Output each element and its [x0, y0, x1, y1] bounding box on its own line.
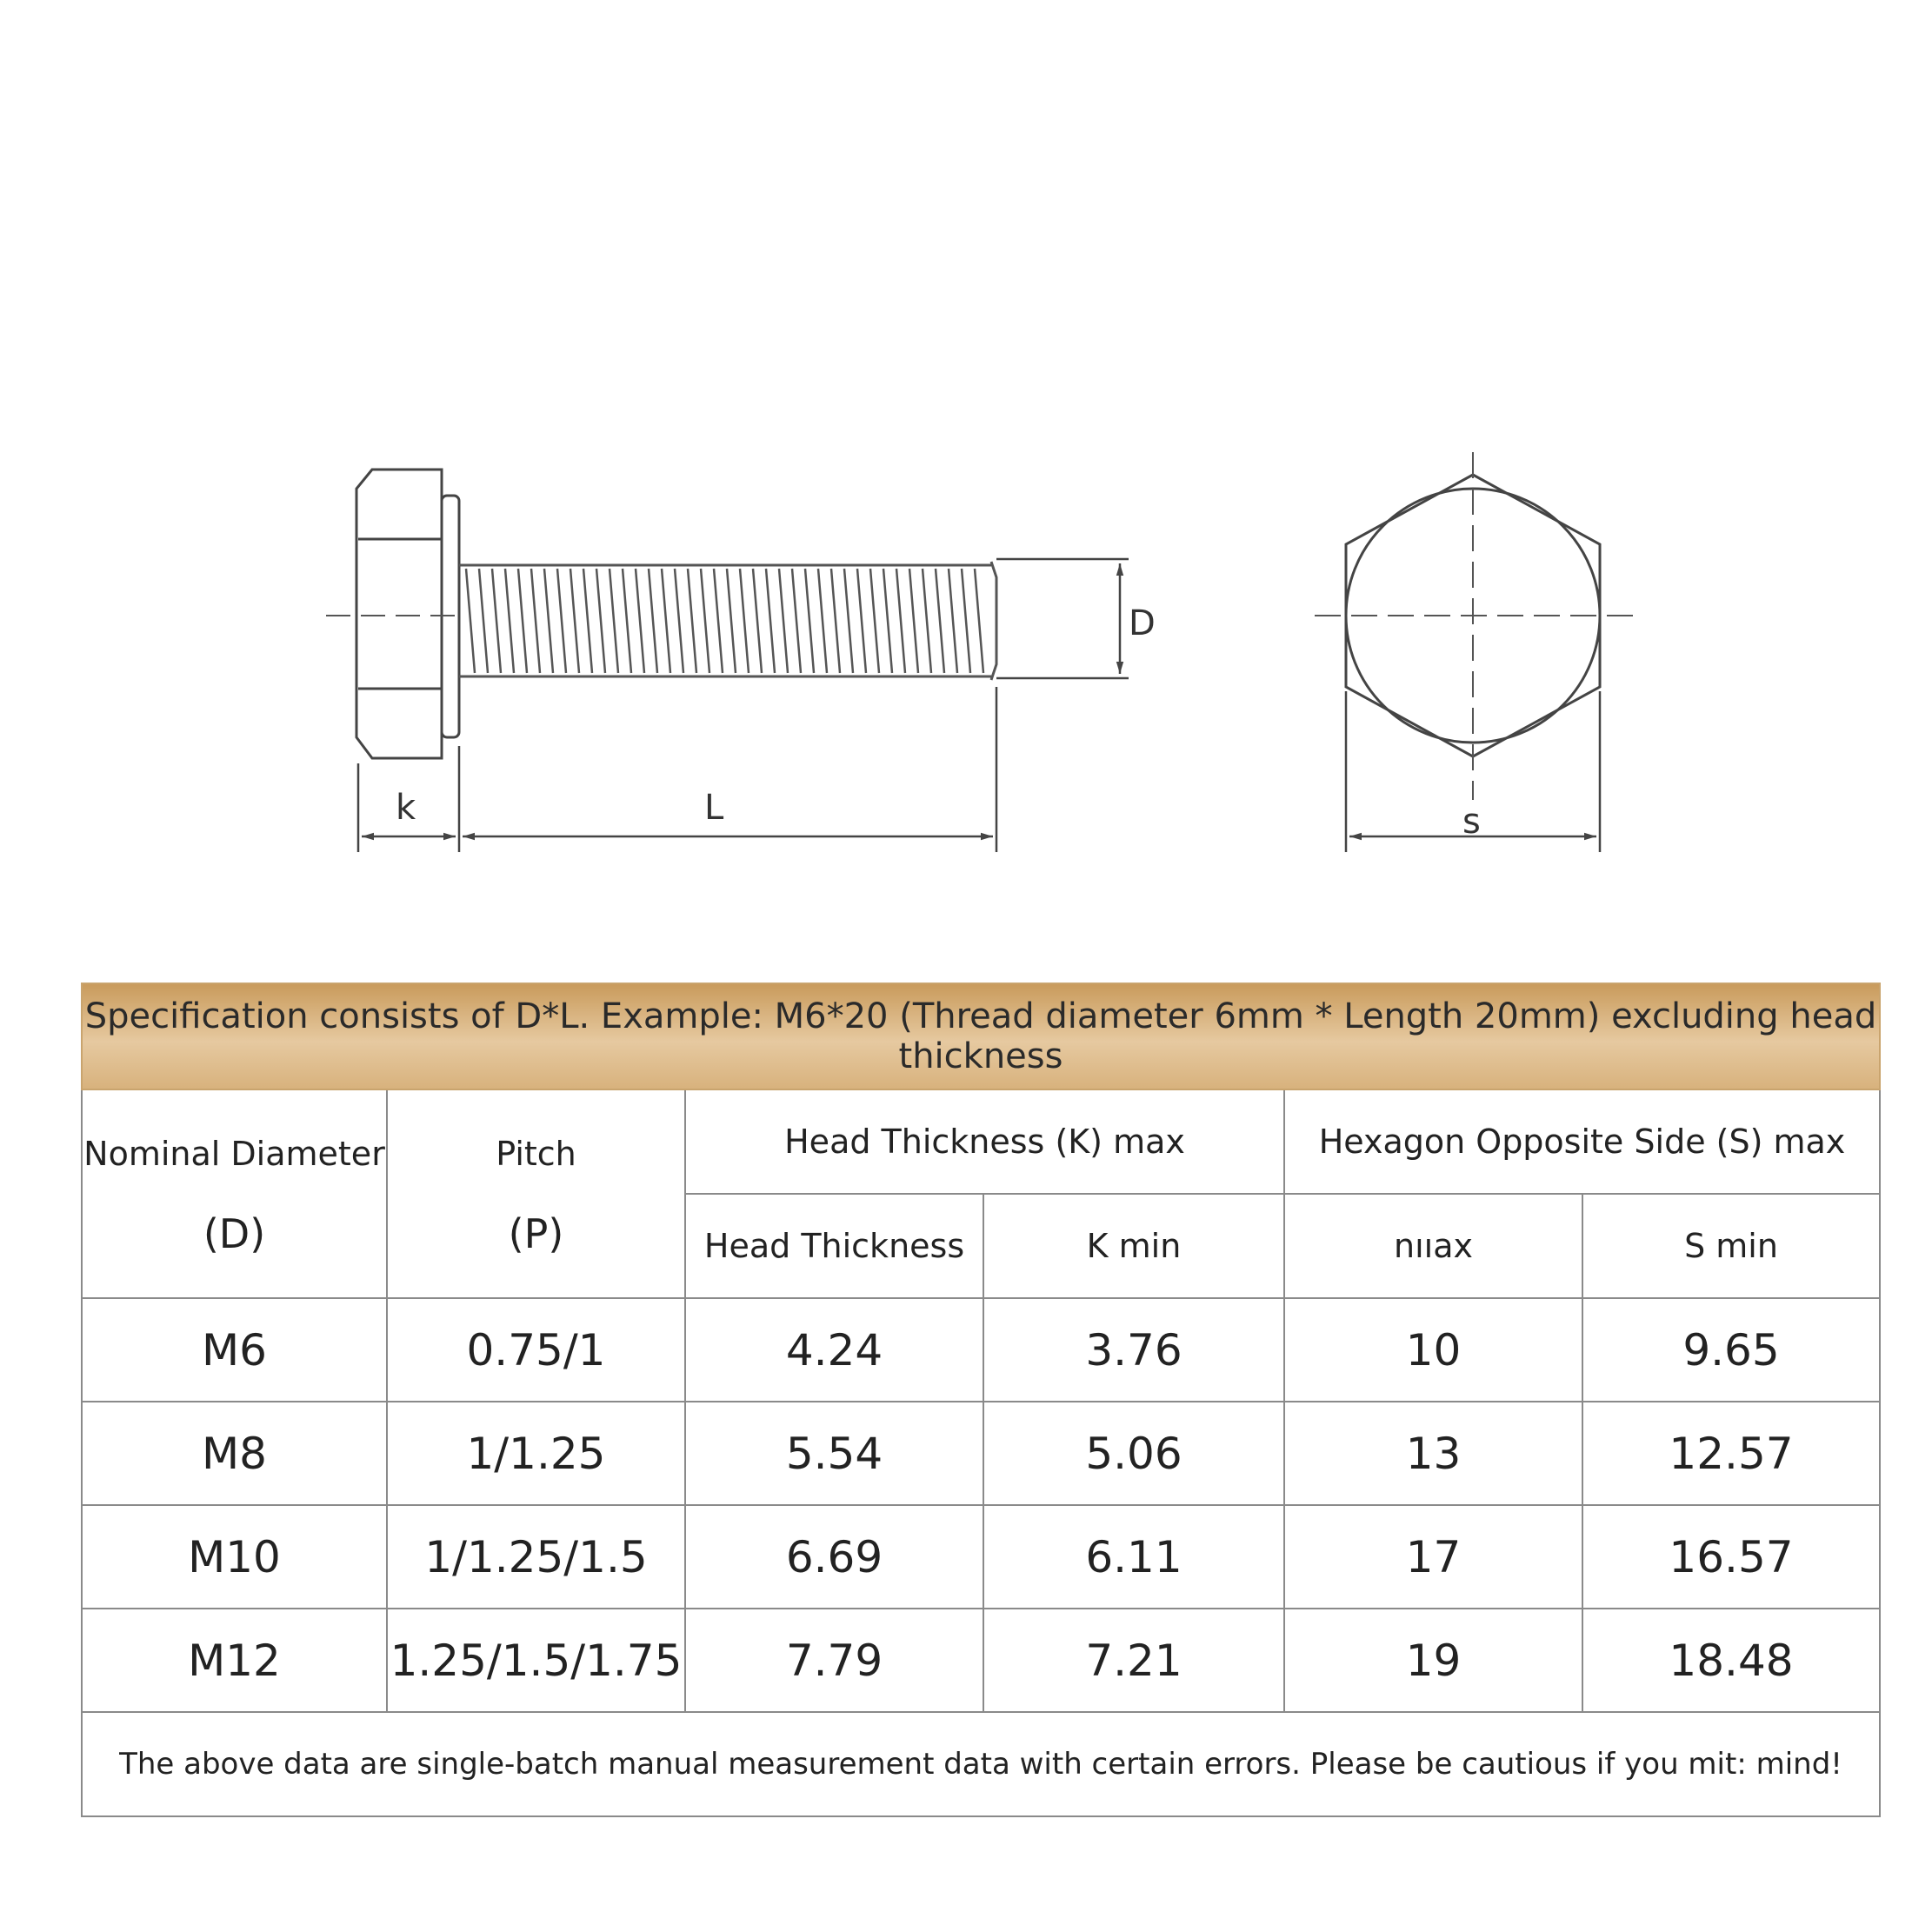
header-nominal-diameter — [82, 1089, 387, 1298]
header-head-thickness: Head Thickness — [685, 1194, 983, 1298]
cell-diameter: M6 — [82, 1298, 387, 1402]
table-row — [82, 1609, 1880, 1712]
header-k-min: K min — [983, 1194, 1284, 1298]
cell-pitch: 0.75/1 — [387, 1298, 685, 1402]
cell-s-max: 17 — [1284, 1505, 1582, 1609]
bolt-head-side-view — [356, 470, 459, 758]
cell-k-min: 6.11 — [983, 1505, 1284, 1609]
header-head-thickness-group: Head Thickness (K) max — [685, 1089, 1284, 1194]
cell-diameter: M10 — [82, 1505, 387, 1609]
table-footer-row — [82, 1712, 1880, 1816]
cell-s-max: 10 — [1284, 1298, 1582, 1402]
centre-lines-end — [1315, 452, 1633, 800]
header-s-min: S min — [1582, 1194, 1880, 1298]
cell-k-min: 7.21 — [983, 1609, 1284, 1712]
cell-s-min: 12.57 — [1582, 1402, 1880, 1505]
cell-s-min: 9.65 — [1582, 1298, 1880, 1402]
measurement-disclaimer: The above data are single-batch manual measurement data with certain errors. Please be cautious if you mit: mind! — [82, 1712, 1880, 1816]
cell-k-min: 5.06 — [983, 1402, 1284, 1505]
table-row — [82, 1505, 1880, 1609]
table-banner-row — [82, 983, 1880, 1089]
cell-pitch: 1/1.25 — [387, 1402, 685, 1505]
cell-diameter: M8 — [82, 1402, 387, 1505]
bolt-technical-drawing — [0, 0, 1932, 956]
label-d: D — [1129, 603, 1156, 643]
cell-k-min: 3.76 — [983, 1298, 1284, 1402]
table-row — [82, 1298, 1880, 1402]
label-s: s — [1462, 802, 1481, 842]
cell-s-max: 13 — [1284, 1402, 1582, 1505]
cell-k-max: 6.69 — [685, 1505, 983, 1609]
header-pitch-line2: (P) — [508, 1210, 564, 1257]
cell-k-max: 5.54 — [685, 1402, 983, 1505]
table-row — [82, 1402, 1880, 1505]
header-pitch-line1: Pitch — [496, 1135, 576, 1173]
label-l: L — [704, 788, 724, 828]
dimension-k-l — [358, 687, 996, 852]
specification-table — [81, 983, 1881, 1817]
header-nominal-line1: Nominal Diameter — [83, 1135, 385, 1173]
cell-k-max: 4.24 — [685, 1298, 983, 1402]
header-pitch — [387, 1089, 685, 1298]
dimension-d — [996, 559, 1129, 678]
header-row-1 — [82, 1089, 1880, 1194]
bolt-thread — [459, 562, 996, 680]
cell-s-min: 18.48 — [1582, 1609, 1880, 1712]
cell-s-max: 19 — [1284, 1609, 1582, 1712]
label-k: k — [396, 788, 416, 828]
cell-diameter: M12 — [82, 1609, 387, 1712]
header-s-max: nııax — [1284, 1194, 1582, 1298]
cell-pitch: 1/1.25/1.5 — [387, 1505, 685, 1609]
cell-s-min: 16.57 — [1582, 1505, 1880, 1609]
header-hexagon-group: Hexagon Opposite Side (S) max — [1284, 1089, 1880, 1194]
cell-k-max: 7.79 — [685, 1609, 983, 1712]
spec-banner: Specification consists of D*L. Example: M6*20 (Thread diameter 6mm * Length 20mm) excluding head thickness — [82, 983, 1880, 1089]
header-nominal-line2: (D) — [203, 1210, 266, 1257]
cell-pitch: 1.25/1.5/1.75 — [387, 1609, 685, 1712]
